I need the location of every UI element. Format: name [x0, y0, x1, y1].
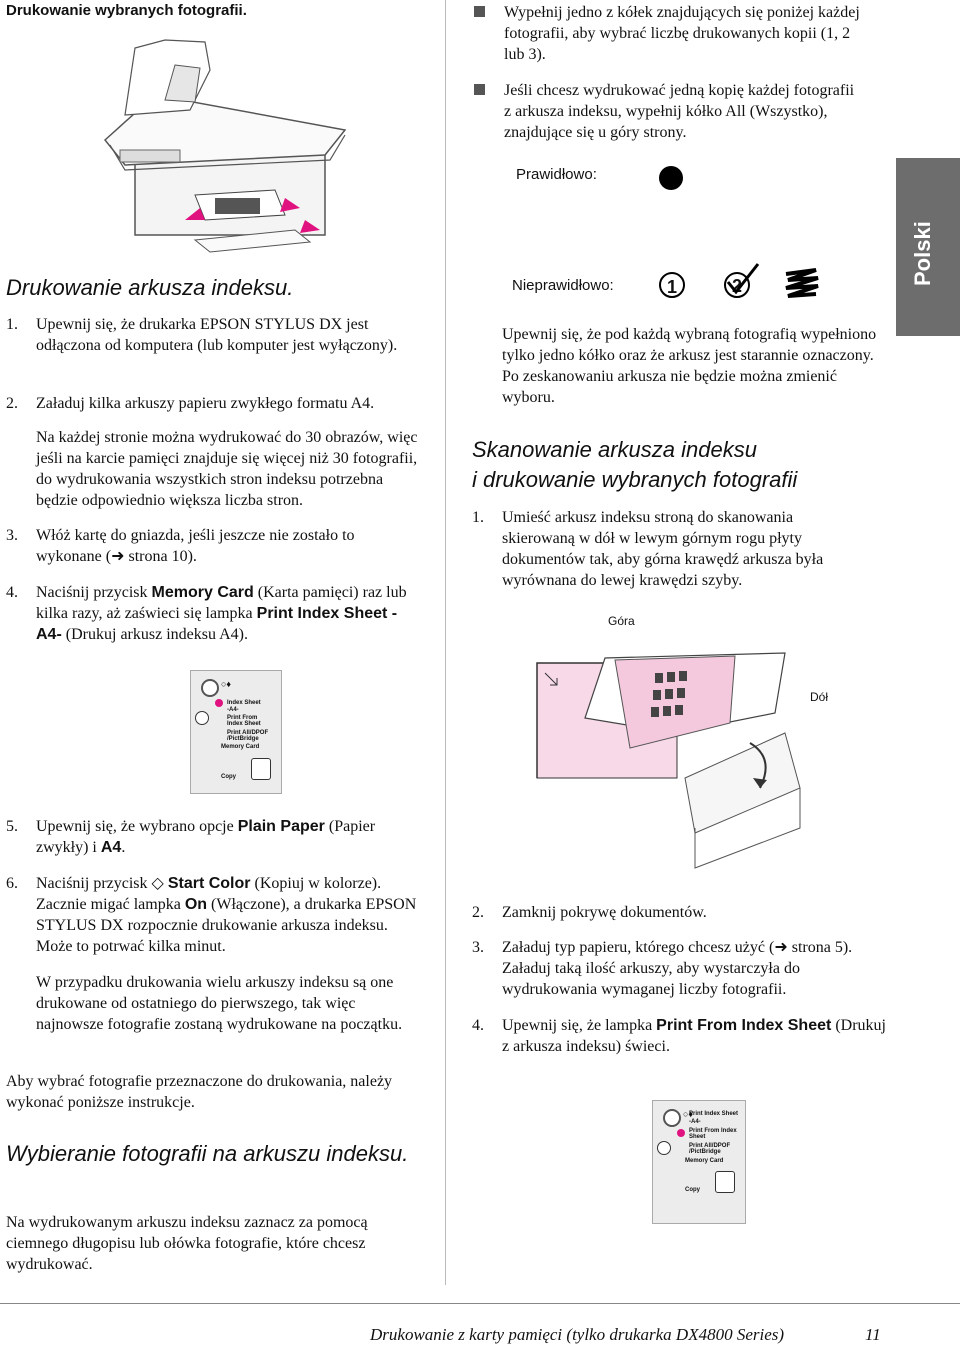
panel-a4: -A4-	[227, 707, 239, 713]
step-text	[36, 873, 418, 957]
step-text: Załaduj typ papieru, którego chcesz użyć (➜ strona 5). Załaduj taką ilość arkuszy, aby wystarczyła do wydrukowania wymaganej liczby fotografii.	[502, 939, 853, 998]
plain-paper-label: Plain Paper	[237, 818, 325, 835]
bullet-2	[474, 80, 864, 143]
step-text: Umieść arkusz indeksu stroną do skanowania skierowaną w dół w lewym górnym rogu płyty dokumentów tak, aby górna krawędź arkusza była wyrównana do lewej krawędzi szyby.	[502, 509, 824, 589]
bullet-icon	[474, 84, 485, 95]
language-tab	[896, 158, 960, 336]
left-step-1	[6, 314, 406, 356]
panel-copy: Copy	[221, 774, 236, 780]
top-title: Drukowanie wybranych fotografii.	[6, 2, 247, 19]
power-button-icon	[663, 1109, 681, 1127]
control-panel-print-from-index	[652, 1100, 746, 1224]
page-number: 11	[865, 1325, 881, 1344]
status-light-icon: ○♦	[683, 1109, 694, 1119]
footer-text: Drukowanie z karty pamięci (tylko drukarka DX4800 Series)	[370, 1325, 785, 1344]
text-run: (Drukuj z arkusza indeksu) świeci.	[502, 1017, 886, 1055]
text-run: (Karta pamięci) raz lub kilka razy, aż zaświeci się lampka	[36, 584, 407, 622]
note-text: Na każdej stronie można wydrukować do 30 obrazów, więc jeśli na karcie pamięci znajduje się więcej niż 30 fotografii, do wydrukowania wszystkich stron indeksu potrzebna będzie odpowiednio większa liczba stron.	[36, 429, 418, 509]
left-step-4	[6, 582, 418, 645]
step-text: Załaduj kilka arkuszy papieru zwykłego formatu A4.	[36, 395, 375, 412]
memory-card-label: Memory Card	[151, 584, 254, 601]
right-step-4	[472, 1015, 892, 1057]
incorrect-label: Nieprawidłowo:	[512, 277, 614, 294]
bullet-text: Wypełnij jedno z kółek znajdujących się poniżej każdej fotografii, aby wybrać liczbę drukowanych kopii (1, 2 lub 3).	[504, 4, 860, 63]
section-title-print-index: Drukowanie arkusza indeksu.	[6, 275, 294, 300]
panel-memory-card: Memory Card	[221, 744, 260, 750]
print-index-sheet-label: Print Index Sheet -A4-	[36, 605, 398, 643]
label-top: Góra	[608, 614, 635, 628]
start-color-label: Start Color	[167, 875, 251, 892]
scanner-illustration	[535, 638, 805, 888]
left-step-2	[6, 393, 406, 414]
memory-card-button[interactable]	[657, 1141, 671, 1155]
section-title-scan-l2: i drukowanie wybranych fotografii	[472, 467, 798, 492]
language-tab-label: Polski	[910, 221, 935, 286]
copy-button[interactable]	[715, 1171, 735, 1193]
control-panel-memory-card	[190, 670, 282, 794]
text-run: (Włączone), a drukarka EPSON STYLUS DX rozpocznie drukowanie arkusza indeksu. Może to potrwać kilka minut.	[36, 896, 417, 955]
section2-text: Na wydrukowanym arkuszu indeksu zaznacz za pomocą ciemnego długopisu lub ołówka fotografie, które chcesz wydrukować.	[6, 1214, 368, 1273]
footer-rule	[0, 1303, 960, 1304]
text-run: Upewnij się, że lampka	[502, 1017, 657, 1034]
text-run: (Drukuj arkusz indeksu A4).	[61, 626, 248, 643]
bullet-1	[474, 2, 864, 65]
step-number: 3.	[472, 939, 484, 956]
note-text: W przypadku drukowania wielu arkuszy indeksu są one drukowane od ostatniego do pierwszego, tak więc najnowsze fotografie zostaną wydrukowane na początku.	[36, 974, 403, 1033]
check-para: Upewnij się, że pod każdą wybraną fotografią wypełniono tylko jedno kółko oraz że arkusz jest starannie oznaczony. Po zeskanowaniu arkusza nie będzie można zmienić wyboru.	[502, 326, 877, 406]
text-run: Upewnij się, że wybrano opcje	[36, 818, 238, 835]
panel-index-sheet: Print Index Sheet	[689, 1111, 739, 1117]
text-run: Naciśnij przycisk ◇	[36, 875, 168, 892]
right-step-1	[472, 507, 852, 591]
left-step-2-note	[6, 427, 418, 511]
copy-button[interactable]	[251, 758, 271, 780]
step-number: 3.	[6, 527, 18, 544]
para-select: Aby wybrać fotografie przeznaczone do drukowania, należy wykonać poniższe instrukcje.	[6, 1073, 393, 1111]
text-run: Naciśnij przycisk	[36, 584, 152, 601]
column-divider	[445, 0, 446, 1285]
memory-card-button[interactable]	[195, 711, 209, 725]
text-run: .	[121, 839, 126, 856]
bullet-text: Jeśli chcesz wydrukować jedną kopię każdej fotografii z arkusza indeksu, wypełnij kółko All (Wszystko), znajdujące się u góry strony.	[504, 82, 855, 141]
step-number: 2.	[472, 904, 484, 921]
step-number: 5.	[6, 818, 18, 835]
panel-index-sheet: Index Sheet	[227, 700, 261, 706]
step-text	[502, 1015, 892, 1057]
step-number: 1.	[6, 316, 18, 333]
step-text	[36, 582, 418, 645]
left-step-6	[6, 873, 418, 957]
step-number: 4.	[6, 584, 18, 601]
panel-print-all: Print All/DPOF /PictBridge	[227, 730, 269, 742]
step-number: 6.	[6, 875, 18, 892]
circled-number-one-icon: 1	[659, 272, 685, 298]
right-step-3	[472, 937, 892, 1000]
step-number: 2.	[6, 395, 18, 412]
lit-lamp-icon	[677, 1129, 685, 1137]
step-text: Zamknij pokrywę dokumentów.	[502, 904, 707, 921]
label-bottom: Dół	[810, 690, 829, 704]
on-label: On	[184, 896, 208, 913]
printer-illustration	[95, 20, 355, 260]
left-step-5	[6, 816, 418, 858]
step-text: Upewnij się, że drukarka EPSON STYLUS DX jest odłączona od komputera (lub komputer jest wyłączony).	[36, 316, 398, 354]
step-number: 4.	[472, 1017, 484, 1034]
correct-label: Prawidłowo:	[516, 166, 597, 183]
scribble-icon	[782, 266, 822, 300]
bullet-icon	[474, 6, 485, 17]
left-step-3	[6, 525, 406, 567]
panel-print-all: Print All/DPOF /PictBridge	[689, 1143, 731, 1155]
right-step-2	[472, 902, 852, 923]
filled-circle-icon	[659, 166, 683, 190]
step-number: 1.	[472, 509, 484, 526]
panel-memory-card: Memory Card	[685, 1158, 724, 1164]
print-from-index-sheet-label: Print From Index Sheet	[656, 1017, 832, 1034]
left-step-6-note	[6, 972, 418, 1035]
panel-print-from: Print From Index Sheet	[227, 715, 261, 727]
check-mark-icon: 2	[724, 272, 750, 298]
panel-print-from: Print From Index Sheet	[689, 1128, 737, 1140]
lit-lamp-icon	[215, 699, 223, 707]
section-title-scan-l1: Skanowanie arkusza indeksu	[472, 437, 757, 462]
text-run: (Papier zwykły) i	[36, 818, 376, 856]
check-stroke-icon	[724, 262, 764, 298]
panel-copy: Copy	[685, 1187, 700, 1193]
text-run: (Kopiuj w kolorze). Zacznie migać lampka	[36, 875, 382, 913]
a4-label: A4	[100, 839, 122, 856]
panel-a4: -A4-	[689, 1119, 701, 1125]
status-light-icon: ○♦	[221, 679, 232, 689]
section-title-select-photos: Wybieranie fotografii na arkuszu indeksu.	[6, 1141, 409, 1166]
step-text: Włóż kartę do gniazda, jeśli jeszcze nie zostało to wykonane (➜ strona 10).	[36, 527, 355, 565]
power-button-icon	[201, 679, 219, 697]
step-text	[36, 816, 418, 858]
